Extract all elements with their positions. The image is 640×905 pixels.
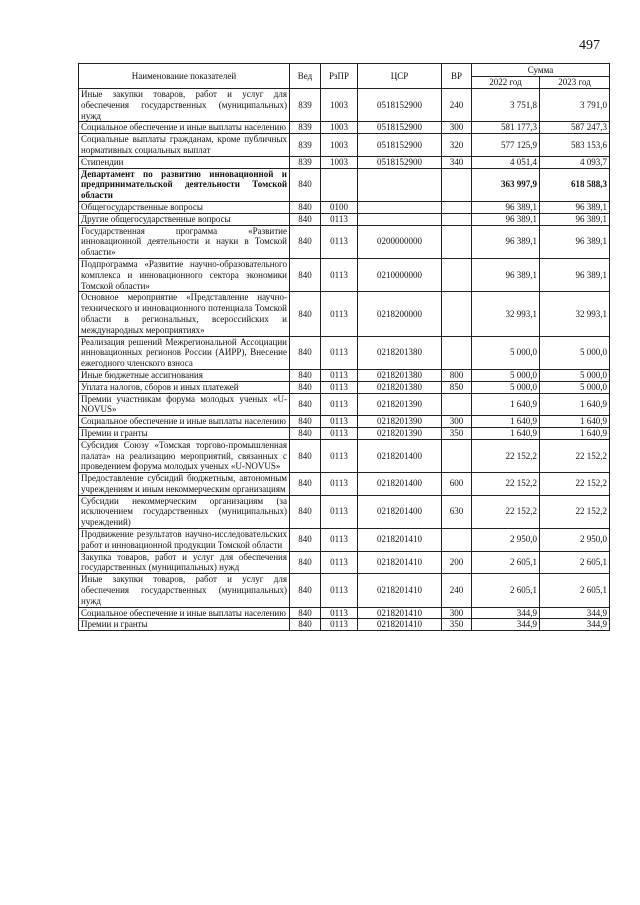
row-rzpr: 0113 (321, 416, 358, 428)
row-sum-2023: 22 152,2 (540, 473, 610, 496)
row-csr (358, 201, 442, 213)
row-vr (442, 439, 472, 472)
row-csr: 0210000000 (358, 258, 442, 291)
row-rzpr (321, 168, 358, 201)
row-sum-2022: 22 152,2 (472, 439, 540, 472)
table-row (79, 134, 610, 157)
row-rzpr: 0113 (321, 607, 358, 619)
row-vr (442, 336, 472, 369)
row-sum-2022: 1 640,9 (472, 427, 540, 439)
row-rzpr: 0113 (321, 381, 358, 393)
row-csr: 0518152900 (358, 134, 442, 157)
row-csr: 0218201410 (358, 619, 442, 631)
row-rzpr: 1003 (321, 134, 358, 157)
row-sum-2022: 96 389,1 (472, 225, 540, 258)
row-sum-2022: 577 125,9 (472, 134, 540, 157)
row-ved: 840 (290, 551, 321, 574)
row-ved: 840 (290, 369, 321, 381)
table-row (79, 156, 610, 168)
row-vr: 240 (442, 574, 472, 607)
row-name: Социальное обеспечение и иные выплаты населению (79, 416, 290, 428)
row-sum-2023: 1 640,9 (540, 416, 610, 428)
row-ved: 839 (290, 134, 321, 157)
row-sum-2022: 22 152,2 (472, 495, 540, 528)
row-ved: 840 (290, 381, 321, 393)
row-ved: 840 (290, 529, 321, 552)
budget-table (78, 63, 610, 631)
row-sum-2023: 583 153,6 (540, 134, 610, 157)
table-row (79, 89, 610, 122)
row-ved: 839 (290, 89, 321, 122)
row-csr (358, 213, 442, 225)
row-sum-2023: 96 389,1 (540, 201, 610, 213)
row-rzpr: 0113 (321, 393, 358, 416)
row-name: Социальные выплаты гражданам, кроме публичных нормативных социальных выплат (79, 134, 290, 157)
row-rzpr: 0113 (321, 495, 358, 528)
row-name: Предоставление субсидий бюджетным, автономным учреждениям и иным некоммерческим организациям (79, 473, 290, 496)
row-vr: 800 (442, 369, 472, 381)
row-vr: 850 (442, 381, 472, 393)
row-vr: 350 (442, 619, 472, 631)
row-csr: 0218201390 (358, 393, 442, 416)
row-vr (442, 225, 472, 258)
row-name: Премии и гранты (79, 619, 290, 631)
row-sum-2023: 5 000,0 (540, 369, 610, 381)
row-name: Социальное обеспечение и иные выплаты населению (79, 607, 290, 619)
row-rzpr: 0113 (321, 336, 358, 369)
row-sum-2023: 5 000,0 (540, 336, 610, 369)
row-ved: 840 (290, 574, 321, 607)
row-sum-2023: 96 389,1 (540, 258, 610, 291)
row-name: Продвижение результатов научно-исследовательских работ и инновационной продукции Томской области (79, 529, 290, 552)
row-sum-2023: 96 389,1 (540, 213, 610, 225)
row-rzpr: 0113 (321, 439, 358, 472)
table-row (79, 607, 610, 619)
table-row (79, 619, 610, 631)
row-name: Основное мероприятие «Представление научно-технического и инновационного потенциала Томской области в региональных, всероссийских и международных мероприятиях» (79, 292, 290, 336)
row-name: Премии и гранты (79, 427, 290, 439)
table-row (79, 495, 610, 528)
table-row (79, 427, 610, 439)
table-row (79, 473, 610, 496)
row-name: Государственная программа «Развитие инновационной деятельности и науки в Томской области» (79, 225, 290, 258)
row-ved: 840 (290, 439, 321, 472)
row-sum-2023: 4 093,7 (540, 156, 610, 168)
table-row (79, 439, 610, 472)
row-sum-2022: 1 640,9 (472, 393, 540, 416)
row-sum-2022: 96 389,1 (472, 258, 540, 291)
row-sum-2023: 344,9 (540, 607, 610, 619)
table-row (79, 369, 610, 381)
row-vr: 600 (442, 473, 472, 496)
row-sum-2023: 32 993,1 (540, 292, 610, 336)
row-rzpr: 0113 (321, 258, 358, 291)
row-name: Иные бюджетные ассигнования (79, 369, 290, 381)
table-row (79, 213, 610, 225)
table-row (79, 258, 610, 291)
table-row (79, 122, 610, 134)
row-sum-2023: 22 152,2 (540, 495, 610, 528)
row-name: Уплата налогов, сборов и иных платежей (79, 381, 290, 393)
row-sum-2023: 344,9 (540, 619, 610, 631)
row-csr: 0218201410 (358, 607, 442, 619)
row-name: Подпрограмма «Развитие научно-образовательного комплекса и инновационного сектора экономики Томской области» (79, 258, 290, 291)
table-row (79, 416, 610, 428)
row-sum-2022: 32 993,1 (472, 292, 540, 336)
row-vr: 630 (442, 495, 472, 528)
row-sum-2023: 2 950,0 (540, 529, 610, 552)
row-rzpr: 0113 (321, 529, 358, 552)
header-csr: ЦСР (358, 64, 442, 89)
row-name: Реализация решений Межрегиональной Ассоциации инновационных регионов России (АИРР), Внесение ежегодного членского взноса (79, 336, 290, 369)
row-rzpr: 0113 (321, 574, 358, 607)
row-csr: 0200000000 (358, 225, 442, 258)
row-vr: 340 (442, 156, 472, 168)
row-csr: 0218201410 (358, 551, 442, 574)
row-sum-2023: 1 640,9 (540, 427, 610, 439)
row-vr: 240 (442, 89, 472, 122)
row-sum-2022: 2 950,0 (472, 529, 540, 552)
row-sum-2023: 2 605,1 (540, 574, 610, 607)
row-ved: 840 (290, 225, 321, 258)
row-rzpr: 0113 (321, 292, 358, 336)
row-rzpr: 1003 (321, 156, 358, 168)
row-sum-2023: 618 588,3 (540, 168, 610, 201)
row-ved: 839 (290, 122, 321, 134)
row-ved: 840 (290, 495, 321, 528)
header-year-2022: 2022 год (472, 77, 540, 89)
row-ved: 840 (290, 258, 321, 291)
header-rzpr: РзПР (321, 64, 358, 89)
row-ved: 840 (290, 213, 321, 225)
table-row (79, 336, 610, 369)
row-sum-2022: 5 000,0 (472, 381, 540, 393)
row-vr (442, 168, 472, 201)
row-vr: 320 (442, 134, 472, 157)
row-ved: 840 (290, 393, 321, 416)
row-csr: 0218201380 (358, 381, 442, 393)
row-sum-2022: 3 751,8 (472, 89, 540, 122)
row-sum-2022: 22 152,2 (472, 473, 540, 496)
row-name: Закупка товаров, работ и услуг для обеспечения государственных (муниципальных) нужд (79, 551, 290, 574)
row-name: Департамент по развитию инновационной и предпринимательской деятельности Томской области (79, 168, 290, 201)
row-vr (442, 201, 472, 213)
row-rzpr: 1003 (321, 89, 358, 122)
header-sum: Сумма (472, 64, 610, 77)
row-name: Стипендии (79, 156, 290, 168)
row-sum-2022: 363 997,9 (472, 168, 540, 201)
row-sum-2022: 4 051,4 (472, 156, 540, 168)
row-csr: 0218201400 (358, 439, 442, 472)
row-csr: 0218201390 (358, 427, 442, 439)
row-ved: 840 (290, 336, 321, 369)
row-rzpr: 0113 (321, 619, 358, 631)
row-sum-2023: 587 247,3 (540, 122, 610, 134)
row-csr: 0218201410 (358, 529, 442, 552)
row-sum-2022: 344,9 (472, 619, 540, 631)
row-sum-2023: 96 389,1 (540, 225, 610, 258)
row-ved: 840 (290, 201, 321, 213)
row-ved: 840 (290, 416, 321, 428)
row-vr: 300 (442, 416, 472, 428)
row-sum-2022: 344,9 (472, 607, 540, 619)
row-vr (442, 213, 472, 225)
row-csr: 0218201400 (358, 495, 442, 528)
header-vr: ВР (442, 64, 472, 89)
row-name: Другие общегосударственные вопросы (79, 213, 290, 225)
row-vr (442, 529, 472, 552)
row-ved: 840 (290, 168, 321, 201)
row-ved: 840 (290, 292, 321, 336)
row-name: Социальное обеспечение и иные выплаты населению (79, 122, 290, 134)
row-csr: 0218200000 (358, 292, 442, 336)
row-sum-2023: 5 000,0 (540, 381, 610, 393)
row-sum-2022: 2 605,1 (472, 551, 540, 574)
row-sum-2022: 96 389,1 (472, 213, 540, 225)
row-sum-2023: 2 605,1 (540, 551, 610, 574)
row-rzpr: 0113 (321, 551, 358, 574)
row-csr: 0518152900 (358, 122, 442, 134)
row-rzpr: 0113 (321, 369, 358, 381)
row-ved: 840 (290, 473, 321, 496)
table-row (79, 529, 610, 552)
row-csr: 0218201400 (358, 473, 442, 496)
row-name: Премии участникам форума молодых ученых «U-NOVUS» (79, 393, 290, 416)
row-vr: 200 (442, 551, 472, 574)
row-ved: 840 (290, 427, 321, 439)
row-csr: 0218201380 (358, 369, 442, 381)
row-name: Субсидия Союзу «Томская торгово-промышленная палата» на реализацию мероприятий, связанных с проведением форума молодых ученых «U-NOVUS» (79, 439, 290, 472)
table-row (79, 225, 610, 258)
row-sum-2022: 5 000,0 (472, 336, 540, 369)
table-row (79, 551, 610, 574)
row-vr: 300 (442, 122, 472, 134)
header-ved: Вед (290, 64, 321, 89)
row-rzpr: 1003 (321, 122, 358, 134)
table-row (79, 574, 610, 607)
row-sum-2022: 581 177,3 (472, 122, 540, 134)
row-ved: 839 (290, 156, 321, 168)
row-ved: 840 (290, 619, 321, 631)
row-vr (442, 292, 472, 336)
row-name: Субсидии некоммерческим организациям (за исключением государственных (муниципальных) учреждений) (79, 495, 290, 528)
row-csr: 0218201380 (358, 336, 442, 369)
row-rzpr: 0113 (321, 225, 358, 258)
table-row (79, 292, 610, 336)
row-sum-2022: 2 605,1 (472, 574, 540, 607)
row-rzpr: 0113 (321, 427, 358, 439)
row-vr (442, 258, 472, 291)
table-row (79, 168, 610, 201)
table-row (79, 393, 610, 416)
row-csr: 0518152900 (358, 89, 442, 122)
row-sum-2023: 1 640,9 (540, 393, 610, 416)
row-vr: 350 (442, 427, 472, 439)
row-name: Иные закупки товаров, работ и услуг для обеспечения государственных (муниципальных) нужд (79, 89, 290, 122)
row-sum-2023: 22 152,2 (540, 439, 610, 472)
row-ved: 840 (290, 607, 321, 619)
row-csr: 0218201390 (358, 416, 442, 428)
table-row (79, 381, 610, 393)
page-number: 497 (579, 38, 600, 53)
table-header (79, 64, 610, 89)
row-rzpr: 0113 (321, 473, 358, 496)
row-rzpr: 0113 (321, 213, 358, 225)
row-sum-2022: 1 640,9 (472, 416, 540, 428)
row-sum-2022: 96 389,1 (472, 201, 540, 213)
table-body (79, 89, 610, 631)
row-rzpr: 0100 (321, 201, 358, 213)
header-name: Наименование показателей (79, 64, 290, 89)
row-csr: 0218201410 (358, 574, 442, 607)
row-vr: 300 (442, 607, 472, 619)
row-csr: 0518152900 (358, 156, 442, 168)
header-year-2023: 2023 год (540, 77, 610, 89)
row-name: Общегосударственные вопросы (79, 201, 290, 213)
row-csr (358, 168, 442, 201)
row-name: Иные закупки товаров, работ и услуг для обеспечения государственных (муниципальных) нужд (79, 574, 290, 607)
table-row (79, 201, 610, 213)
row-vr (442, 393, 472, 416)
row-sum-2023: 3 791,0 (540, 89, 610, 122)
row-sum-2022: 5 000,0 (472, 369, 540, 381)
